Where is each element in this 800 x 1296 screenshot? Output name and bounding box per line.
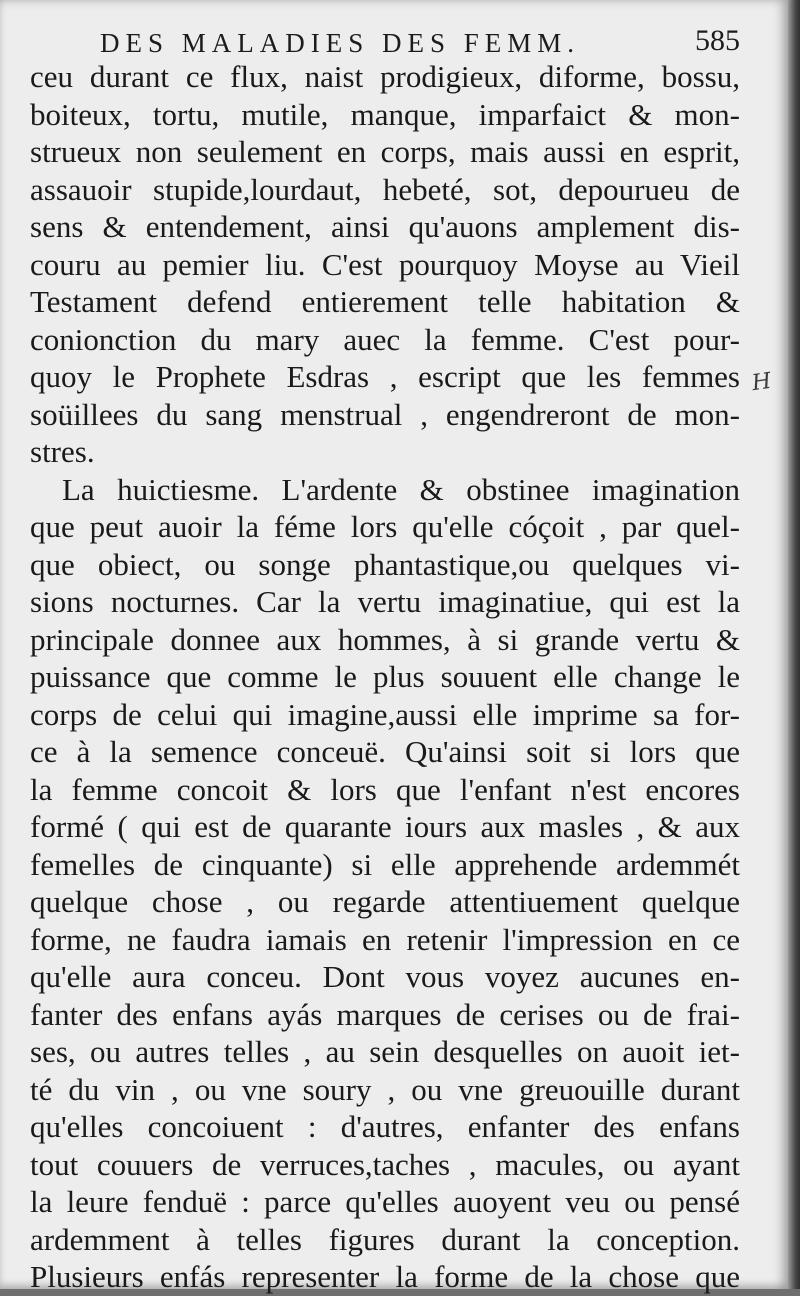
text-line: quelque chose , ou regarde attentiuement quelque <box>30 884 740 919</box>
text-line: ceu durant ce flux, naist prodigieux, diforme, bossu, <box>30 59 740 94</box>
text-line: quoy le Prophete Esdras , escript que les femmes <box>30 359 740 394</box>
page-header <box>100 22 740 62</box>
text-line: assauoir stupide,lourdaut, hebeté, sot, depourueu de <box>30 171 740 207</box>
text-line: que peut auoir la féme lors qu'elle cóçoit , par quel- <box>30 509 740 544</box>
paragraph-start-line: La huictiesme. L'ardente & obstinee imagination <box>62 471 740 507</box>
text-line: conionction du mary auec la femme. C'est pour- <box>30 321 740 357</box>
text-line: que obiect, ou songe phantastique,ou quelques vi- <box>30 546 740 582</box>
text-line: la leure fenduë : parce qu'elles auoyent veu ou pensé <box>30 1184 740 1219</box>
text-line: couru au pemier liu. C'est pourquoy Moyse au Vieil <box>30 246 740 282</box>
text-line: principale donnee aux hommes, à si grande vertu & <box>30 621 740 657</box>
text-line: Testament defend entierement telle habitation & <box>30 284 740 319</box>
handwritten-margin-note: H <box>750 368 773 397</box>
text-line: boiteux, tortu, mutile, manque, imparfaict & mon- <box>30 96 740 132</box>
text-line: té du vin , ou vne soury , ou vne greuouille durant <box>30 1071 740 1107</box>
text-line: soüillees du sang menstrual , engendreront de mon- <box>30 396 740 432</box>
text-line: femelles de cinquante) si elle apprehende ardemmét <box>30 846 740 882</box>
text-line: la femme concoit & lors que l'enfant n'est encores <box>30 771 740 807</box>
text-line: qu'elle aura conceu. Dont vous voyez aucunes en- <box>30 959 740 994</box>
text-line: sens & entendement, ainsi qu'auons amplement dis- <box>30 209 740 244</box>
text-line: Plusieurs enfás representer la forme de la chose que <box>30 1259 740 1294</box>
text-line: fanter des enfans ayás marques de cerises ou de frai- <box>30 996 740 1032</box>
text-line: ce à la semence conceuë. Qu'ainsi soit si lors que <box>30 734 740 769</box>
text-line: stres. <box>30 434 95 469</box>
text-line: puissance que comme le plus souuent elle change le <box>30 659 740 694</box>
text-line: corps de celui qui imagine,aussi elle imprime sa for- <box>30 696 740 732</box>
text-line: qu'elles concoiuent : d'autres, enfanter des enfans <box>30 1109 740 1144</box>
running-title: DES MALADIES DES FEMM. <box>100 28 581 58</box>
book-gutter-shadow <box>788 0 800 1289</box>
page-number: 585 <box>695 24 740 57</box>
text-line: tout couuers de verruces,taches , macules, ou ayant <box>30 1146 740 1182</box>
text-line: forme, ne faudra iamais en retenir l'impression en ce <box>30 921 740 957</box>
text-line: ardemment à telles figures durant la conception. <box>30 1221 740 1257</box>
text-line: formé ( qui est de quarante iours aux masles , & aux <box>30 809 740 844</box>
text-block <box>30 58 740 1296</box>
text-line: strueux non seulement en corps, mais aussi en esprit, <box>30 134 740 169</box>
text-line: ses, ou autres telles , au sein desquelles on auoit iet- <box>30 1034 740 1069</box>
text-line: sions nocturnes. Car la vertu imaginatiue, qui est la <box>30 584 740 619</box>
